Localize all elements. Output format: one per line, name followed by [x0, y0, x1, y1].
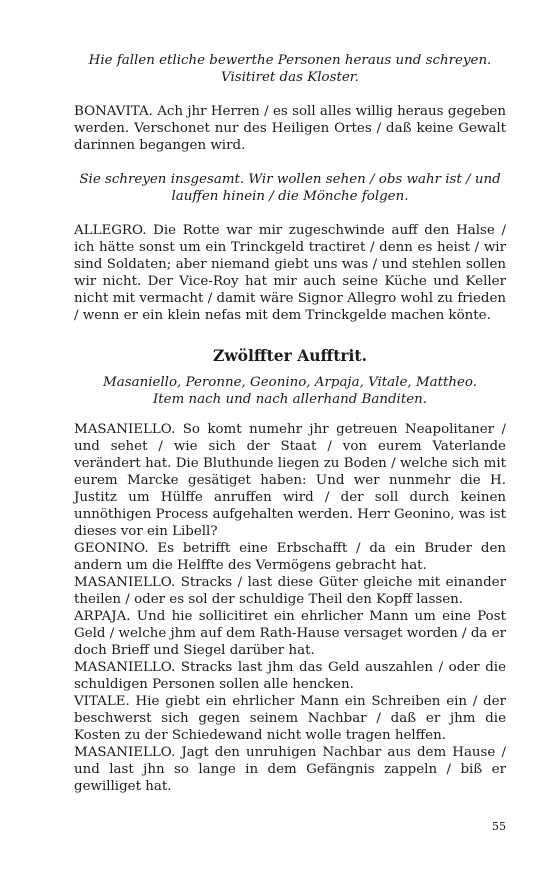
- speech: MASANIELLO. Stracks / last diese Güter gleiche mit einander theilen / oder es sol der schuldige Theil den Kopff lassen.: [74, 575, 506, 607]
- speech: MASANIELLO. Stracks last jhm das Geld auszahlen / oder die schuldigen Personen sollen alle hencken.: [74, 660, 506, 692]
- dialogue-section: [74, 421, 506, 795]
- speech: MASANIELLO. So komt numehr jhr getreuen Neapolitaner / und sehet / wie sich der Staat / von eurem Vaterlande verändert hat. Die Bluthunde liegen zu Boden / welche sich mit eurem Marcke gesätiget haben: Und wer nunmehr die H. Justitz um Hülffe anruffen wird / der soll durch keinen unnöthigen Process aufgehalten werden. Herr Geonino, was ist dieses vor ein Libell?: [74, 422, 506, 539]
- cast-line: Masaniello, Peronne, Geonino, Arpaja, Vitale, Mattheo.: [103, 375, 477, 390]
- stage-direction: Hie fallen etliche bewerthe Personen heraus und schreyen. Visitiret das Kloster.: [88, 53, 492, 85]
- speech-allegro: ALLEGRO. Die Rotte war mir zugeschwinde auff den Halse / ich hätte sonst um ein Trinckgeld tractiret / denn es heist / wir sind Soldaten; aber niemand giebt uns was / und stehlen sollen wir nicht. Der Vice-Roy hat mir auch seine Küche und Keller nicht mit vermacht / damit wäre Signor Allegro wohl zu frieden / wenn er ein klein nefas mit dem Trinckgelde machen könte.: [74, 223, 506, 323]
- page-number: 55: [492, 820, 506, 833]
- stage-direction: Sie schreyen insgesamt. Wir wollen sehen / obs wahr ist / und lauffen hinein / die Mönche folgen.: [79, 172, 501, 204]
- speech: VITALE. Hie giebt ein ehrlicher Mann ein Schreiben ein / der beschwerst sich gegen seinem Nachbar / daß er jhm die Kosten zu der Schiedewand nicht wolle tragen helffen.: [74, 694, 506, 743]
- scene-title: Zwölffter Aufftrit.: [213, 346, 367, 365]
- speech-bonavita: BONAVITA. Ach jhr Herren / es soll alles willig heraus gegeben werden. Verschonet nur des Heiligen Ortes / daß keine Gewalt darinnen begangen wird.: [74, 104, 506, 153]
- cast-list: [74, 374, 506, 408]
- cast-line: Item nach und nach allerhand Banditen.: [152, 392, 428, 407]
- speech: ARPAJA. Und hie sollicitiret ein ehrlicher Mann um eine Post Geld / welche jhm auf dem Rath-Hause versaget worden / da er doch Brieff und Siegel darüber hat.: [74, 609, 506, 658]
- speech: MASANIELLO. Jagt den unruhigen Nachbar aus dem Hause / und last jhn so lange in dem Gefängnis zappeln / biß er gewilliget hat.: [74, 745, 506, 794]
- speech: GEONINO. Es betrifft eine Erbschafft / da ein Bruder den andern um die Helffte des Vermögens gebracht hat.: [74, 541, 506, 573]
